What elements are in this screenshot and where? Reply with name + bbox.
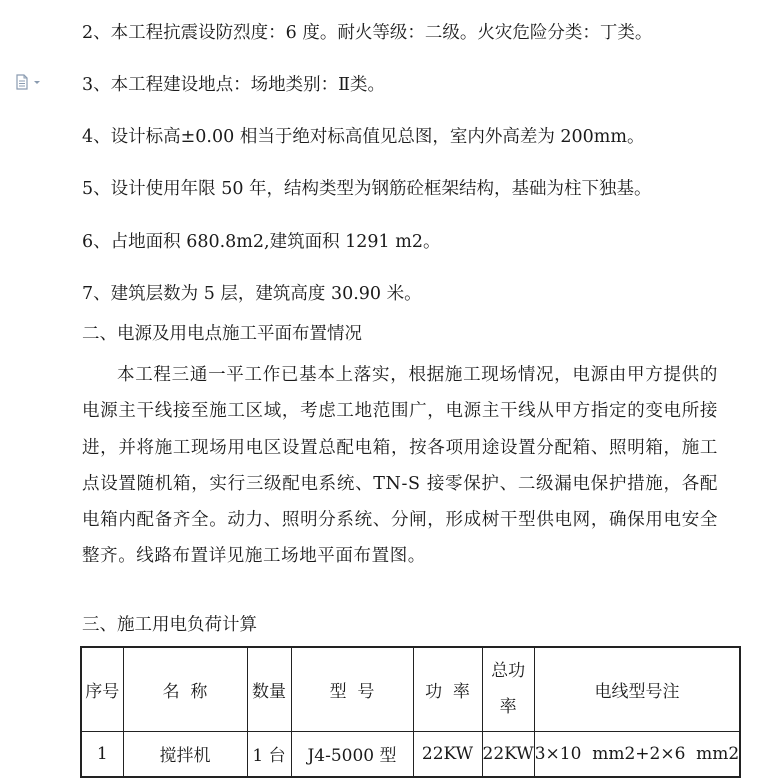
table-header-row bbox=[81, 647, 740, 731]
list-item: 7、建筑层数为 5 层，建筑高度 30.90 米。 bbox=[82, 284, 422, 304]
cell-qty: 1 台 bbox=[247, 731, 291, 777]
body-paragraph: 本工程三通一平工作已基本上落实，根据施工现场情况，电源由甲方提供的电源主干线接至施工区域，考虑工地范围广，电源主干线从甲方指定的变电所接进，并将施工现场用电区设置总配电箱，按各项用途设置分配箱、照明箱，施工点设置随机箱，实行三级配电系统、TN-S 接零保护、二级漏电保护措施，各配电箱内配备齐全。动力、照明分系统、分闸，形成树干型供电网，确保用电安全整齐。线路布置详见施工场地平面布置图。 bbox=[82, 365, 718, 567]
header-qty: 数量 bbox=[247, 647, 291, 731]
list-item: 5、设计使用年限 50 年，结构类型为钢筋砼框架结构，基础为柱下独基。 bbox=[82, 179, 652, 199]
header-model: 型 号 bbox=[291, 647, 413, 731]
cell-name: 搅拌机 bbox=[123, 731, 247, 777]
table-row bbox=[81, 731, 740, 777]
document-icon[interactable] bbox=[14, 74, 44, 90]
list-item: 4、设计标高±0.00 相当于绝对标高值见总图，室内外高差为 200mm。 bbox=[82, 127, 645, 147]
list-item: 3、本工程建设地点：场地类别：Ⅱ类。 bbox=[82, 75, 386, 95]
load-table bbox=[80, 646, 741, 778]
header-wire: 电线型号注 bbox=[534, 647, 740, 731]
list-item: 2、本工程抗震设防烈度：6 度。耐火等级：二级。火灾危险分类：丁类。 bbox=[82, 23, 653, 43]
header-total-power-line1: 总功 bbox=[491, 661, 526, 682]
header-seq: 序号 bbox=[81, 647, 123, 731]
cell-total-power: 22KW bbox=[482, 731, 534, 777]
header-total-power-line2: 率 bbox=[499, 697, 517, 718]
cell-seq: 1 bbox=[81, 731, 123, 777]
header-name: 名 称 bbox=[123, 647, 247, 731]
list-item: 6、占地面积 680.8m2,建筑面积 1291 m2。 bbox=[82, 232, 441, 252]
section-heading-power-layout: 二、电源及用电点施工平面布置情况 bbox=[82, 324, 362, 344]
header-power: 功 率 bbox=[413, 647, 482, 731]
cell-wire: 3×10 mm2+2×6 mm2 bbox=[534, 731, 740, 777]
section-heading-load-calculation: 三、施工用电负荷计算 bbox=[82, 615, 257, 635]
header-total-power bbox=[482, 647, 534, 731]
cell-power: 22KW bbox=[413, 731, 482, 777]
cell-model: J4-5000 型 bbox=[291, 731, 413, 777]
